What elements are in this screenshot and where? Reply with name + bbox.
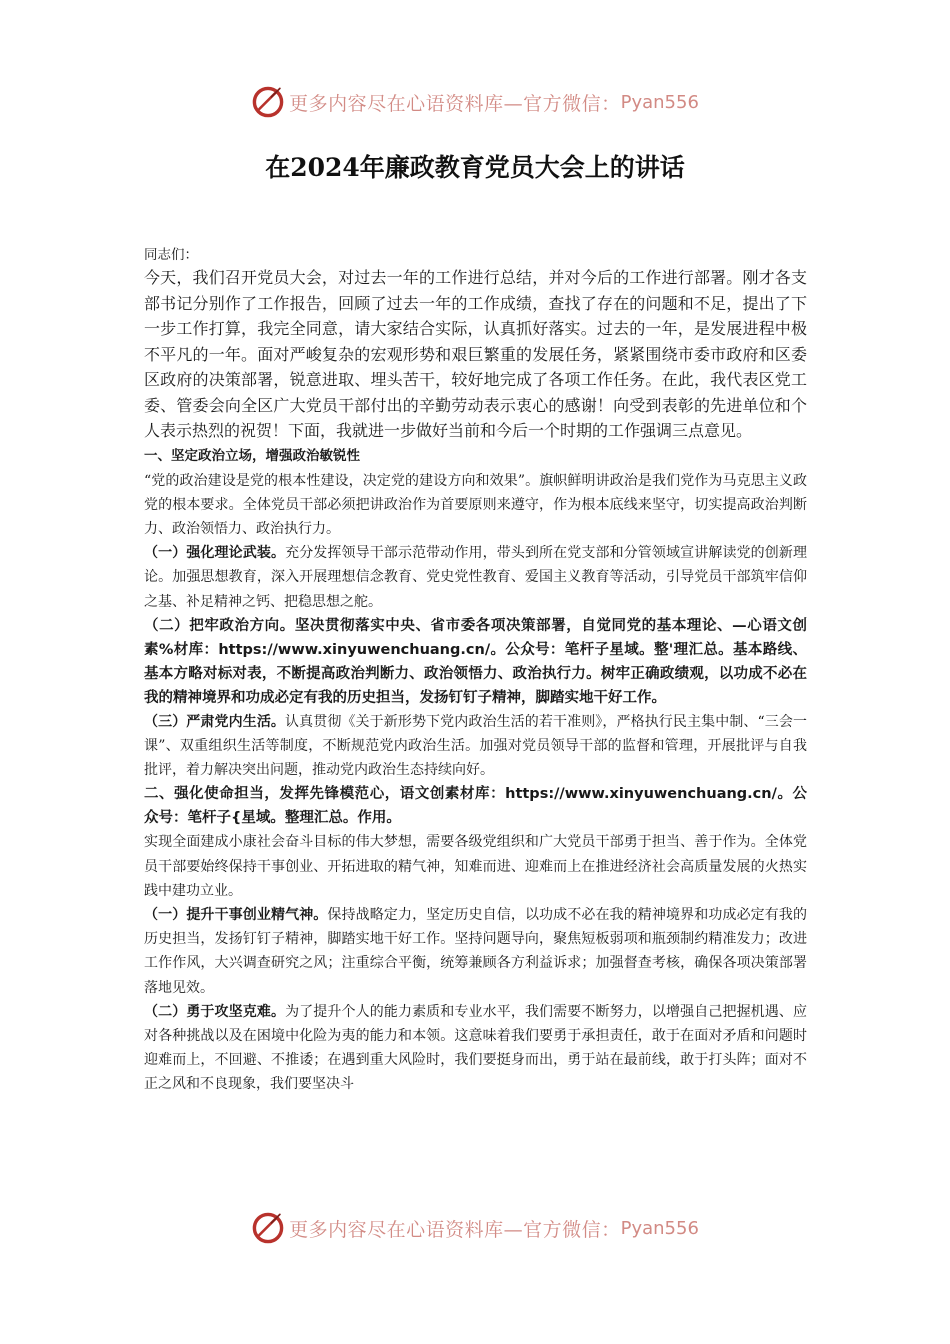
- banner-text: 更多内容尽在心语资料库—官方微信：: [289, 92, 621, 115]
- brush-logo-icon: [251, 85, 285, 119]
- section1-item3: [144, 710, 807, 783]
- salutation: 同志们：: [144, 247, 198, 263]
- section2-item2-text: 为了提升个人的能力素质和专业水平，我们需要不断努力，以增强自己把握机遇、应对各种挑战以及在困境中化险为夷的能力和本领。这意味着我们要勇于承担责任，敢于在面对矛盾和问题时迎难而上，不回避、不推诿；在遇到重大风险时，我们要挺身而出，勇于站在最前线，敢于打头阵；面对不正之风和不良现象，我们要坚决斗: [144, 1003, 808, 1093]
- section1-heading: 一、坚定政治立场，增强政治敏锐性: [144, 447, 360, 464]
- section1-item1: [144, 541, 807, 614]
- section2-item1: [144, 903, 807, 1000]
- section2-item2-lead: （二）勇于攻坚克难。: [144, 1003, 286, 1020]
- footer-watermark-banner: [0, 1208, 950, 1248]
- section1-item2: （二）把牢政治方向。坚决贯彻落实中央、省市委各项决策部署，自觉同党的基本理论、—心语文创素%材库：https://www.xinyuwenchuang.cn/。公众号：笔杆子星域。整'理汇总。基本路线、基本方略对标对表，不断提高政治判断力、政治领悟力、政治执行力。树牢正确政绩观，以功成不必在我的精神境界和功成必定有我的历史担当，发扬钉钉子精神，脚踏实地干好工作。: [144, 617, 807, 706]
- intro-paragraph: 今天，我们召开党员大会，对过去一年的工作进行总结，并对今后的工作进行部署。刚才各支部书记分别作了工作报告，回顾了过去一年的工作成绩，查找了存在的问题和不足，提出了下一步工作打算，我完全同意，请大家结合实际，认真抓好落实。过去的一年，是发展进程中极不平凡的一年。面对严峻复杂的宏观形势和艰巨繁重的发展任务，紧紧围绕市委市政府和区委区政府的决策部署，锐意进取、埋头苦干，较好地完成了各项工作任务。在此，我代表区党工委、管委会向全区广大党员干部付出的辛勤劳动表示衷心的感谢！向受到表彰的先进单位和个人表示热烈的祝贺！下面，我就进一步做好当前和今后一个时期的工作强调三点意见。: [144, 268, 807, 440]
- section1-item3-lead: （三）严肃党内生活。: [144, 713, 286, 730]
- section1-item1-lead: （一）强化理论武装。: [144, 545, 286, 562]
- header-watermark-banner: [0, 82, 950, 122]
- banner-text: 更多内容尽在心语资料库—官方微信：: [289, 1218, 621, 1241]
- section2-item1-lead: （一）提升干事创业精气神。: [144, 906, 328, 923]
- section2-item2: [144, 1000, 807, 1097]
- section1-item1-text: 充分发挥领导干部示范带动作用，带头到所在党支部和分管领域宣讲解读党的创新理论。加强思想教育，深入开展理想信念教育、党史党性教育、爱国主义教育等活动，引导党员干部筑牢信仰之基、补足精神之钙、把稳思想之舵。: [144, 545, 808, 610]
- brush-logo-icon: [251, 1211, 285, 1245]
- banner-wechat-id: Pyan556: [620, 1217, 699, 1239]
- section2-item1-text: 保持战略定力，坚定历史自信，以功成不必在我的精神境界和功成必定有我的历史担当，发扬钉钉子精神，脚踏实地干好工作。坚持问题导向，聚焦短板弱项和瓶颈制约精准发力；改进工作作风，大兴调查研究之风；注重综合平衡，统筹兼顾各方利益诉求；加强督查考核，确保各项决策部署落地见效。: [144, 906, 808, 996]
- section1-paragraph: “党的政治建设是党的根本性建设，决定党的建设方向和效果”。旗帜鲜明讲政治是我们党作为马克思主义政党的根本要求。全体党员干部必须把讲政治作为首要原则来遵守，作为根本底线来坚守，切实提高政治判断力、政治领悟力、政治执行力。: [144, 472, 807, 537]
- document-body: [144, 246, 807, 1097]
- document-title: 在2024年廉政教育党员大会上的讲话: [265, 153, 685, 182]
- section2-heading: 二、强化使命担当，发挥先锋模范心，语文创素材库：https://www.xinyuwenchuang.cn/。公众号：笔杆子{星域。整理汇总。作用。: [144, 786, 807, 827]
- section1-item3-text: 认真贯彻《关于新形势下党内政治生活的若干准则》，严格执行民主集中制、“三会一课”、双重组织生活等制度，不断规范党内政治生活。加强对党员领导干部的监督和管理，开展批评与自我批评，着力解决突出问题，推动党内政治生态持续向好。: [144, 713, 807, 779]
- banner-wechat-id: Pyan556: [620, 91, 699, 113]
- section2-paragraph: 实现全面建成小康社会奋斗目标的伟大梦想，需要各级党组织和广大党员干部勇于担当、善于作为。全体党员干部要始终保持干事创业、开拓进取的精气神，知难而进、迎难而上在推进经济社会高质量发展的火热实践中建功立业。: [144, 834, 807, 899]
